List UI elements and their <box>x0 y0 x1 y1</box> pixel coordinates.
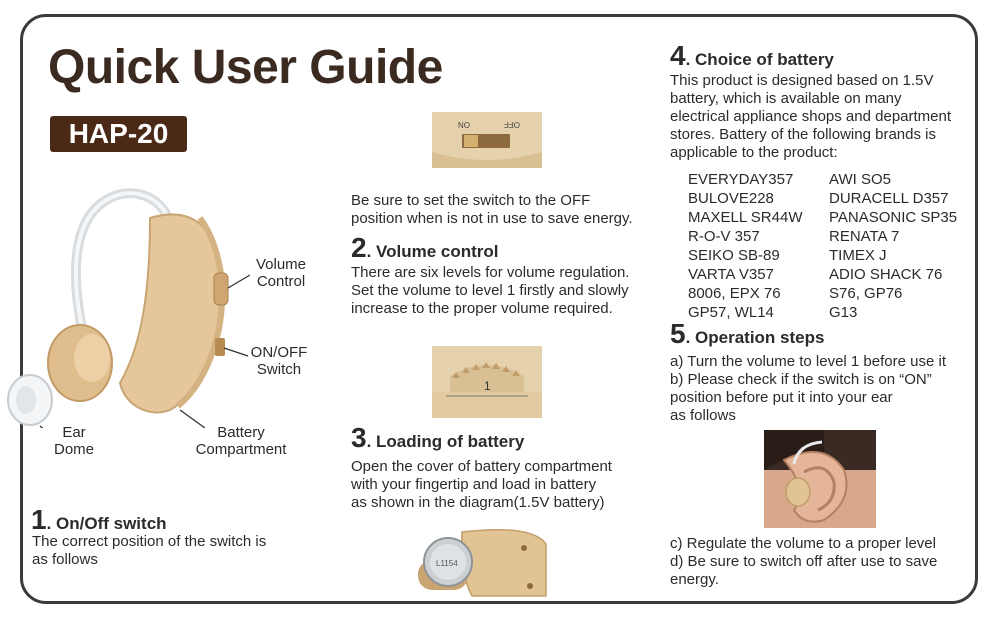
label-volume-control: Volume Control <box>255 256 307 290</box>
label-ear-dome: Ear Dome <box>53 424 94 458</box>
hearing-aid-illustration <box>0 178 330 428</box>
section-2-heading: 2. Volume control <box>351 232 499 263</box>
switch-illustration <box>432 112 542 168</box>
section-3-heading: 3. Loading of battery <box>351 422 525 453</box>
section-2-text: There are six levels for volume regulation. Set the volume to level 1 firstly and slowly increase to the proper volume required. <box>351 264 630 317</box>
section-5-number: 5 <box>670 318 686 349</box>
battery-brands-left <box>688 170 803 322</box>
battery-brands-right <box>829 170 957 322</box>
section-5-steps-a: a) Turn the volume to level 1 before use it b) Please check if the switch is on “ON” position before put it into your ear as follows <box>670 353 946 424</box>
volume-wheel-illustration <box>432 346 542 418</box>
section-1-text: The correct position of the switch is as follows <box>32 533 267 568</box>
brand-item: EVERYDAY357 <box>688 171 794 188</box>
brand-item: BULOVE228 <box>688 190 774 207</box>
section-4-text: This product is designed based on 1.5V battery, which is available on many electrical appliance shops and department stores. Battery of the following brands is applicable to the product: <box>670 72 952 161</box>
brand-item: G13 <box>829 304 858 321</box>
label-battery-compartment: Battery Compartment <box>195 424 287 458</box>
section-3-text: Open the cover of battery compartment with your fingertip and load in battery as shown in the diagram(1.5V battery) <box>351 458 612 511</box>
brand-item: SEIKO SB-89 <box>688 247 780 264</box>
label-on-off-switch: ON/OFF Switch <box>250 344 308 378</box>
brand-item: VARTA V357 <box>688 266 774 283</box>
section-4-title: Choice of battery <box>695 50 834 69</box>
brand-item: 8006, EPX 76 <box>688 285 781 302</box>
section-3-title: Loading of battery <box>376 432 525 451</box>
ear-wearing-illustration <box>764 430 876 528</box>
section-5-title: Operation steps <box>695 328 825 347</box>
brand-item: MAXELL SR44W <box>688 209 803 226</box>
page-title: Quick User Guide <box>48 41 443 94</box>
brand-item: AWI SO5 <box>829 171 891 188</box>
brand-item: S76, GP76 <box>829 285 903 302</box>
section-2-number: 2 <box>351 232 367 263</box>
section-1-heading: 1. On/Off switch <box>31 504 167 535</box>
switch-on-label: ON <box>458 120 470 129</box>
section-5-steps-b: c) Regulate the volume to a proper level d) Be sure to switch off after use to save energy. <box>670 535 938 588</box>
section-1-note: Be sure to set the switch to the OFF position when is not in use to save energy. <box>351 192 633 227</box>
brand-item: PANASONIC SP35 <box>829 209 958 226</box>
battery-cell-label: L1154 <box>436 559 458 568</box>
model-badge: HAP-20 <box>50 116 187 152</box>
brand-item: DURACELL D357 <box>829 190 949 207</box>
section-4-heading: 4. Choice of battery <box>670 40 834 71</box>
section-2-title: Volume control <box>376 242 499 261</box>
section-1-number: 1 <box>31 504 47 535</box>
brand-item: TIMEX J <box>829 247 887 264</box>
section-1-title: On/Off switch <box>56 514 167 533</box>
section-5-heading: 5. Operation steps <box>670 318 825 349</box>
brand-item: GP57, WL14 <box>688 304 774 321</box>
brand-item: ADIO SHACK 76 <box>829 266 943 283</box>
switch-off-label: OFF <box>504 120 520 129</box>
brand-item: R-O-V 357 <box>688 228 760 245</box>
section-3-number: 3 <box>351 422 367 453</box>
section-4-number: 4 <box>670 40 686 71</box>
brand-item: RENATA 7 <box>829 228 900 245</box>
battery-loading-illustration <box>412 524 548 598</box>
volume-level-label: 1 <box>484 379 491 393</box>
